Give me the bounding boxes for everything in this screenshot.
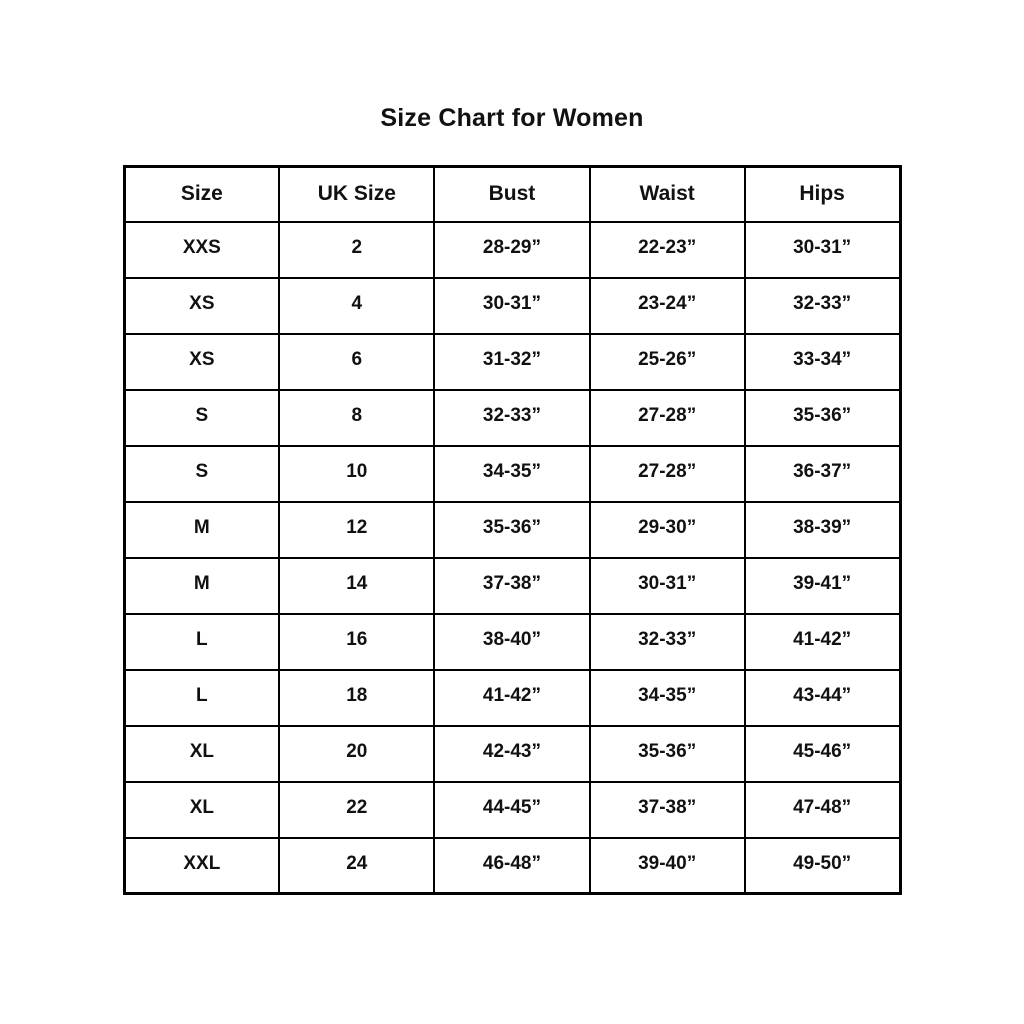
cell-hips: 43-44” — [745, 670, 900, 726]
cell-waist: 37-38” — [590, 782, 745, 838]
cell-size: M — [124, 502, 279, 558]
cell-uk: 10 — [279, 446, 434, 502]
cell-hips: 39-41” — [745, 558, 900, 614]
header-cell-uk-size: UK Size — [279, 167, 434, 222]
cell-uk: 14 — [279, 558, 434, 614]
cell-size: S — [124, 390, 279, 446]
cell-hips: 32-33” — [745, 278, 900, 334]
cell-uk: 4 — [279, 278, 434, 334]
table-body — [124, 222, 900, 894]
cell-waist: 34-35” — [590, 670, 745, 726]
cell-size: XXS — [124, 222, 279, 278]
table-row — [124, 670, 900, 726]
cell-hips: 36-37” — [745, 446, 900, 502]
cell-uk: 8 — [279, 390, 434, 446]
cell-bust: 42-43” — [434, 726, 589, 782]
cell-uk: 16 — [279, 614, 434, 670]
cell-bust: 46-48” — [434, 838, 589, 894]
cell-uk: 6 — [279, 334, 434, 390]
header-row — [124, 167, 900, 222]
cell-hips: 41-42” — [745, 614, 900, 670]
cell-bust: 37-38” — [434, 558, 589, 614]
table-row — [124, 614, 900, 670]
cell-hips: 45-46” — [745, 726, 900, 782]
cell-uk: 18 — [279, 670, 434, 726]
table-row — [124, 838, 900, 894]
table-head — [124, 167, 900, 222]
header-cell-waist: Waist — [590, 167, 745, 222]
cell-waist: 39-40” — [590, 838, 745, 894]
table-row — [124, 558, 900, 614]
cell-waist: 35-36” — [590, 726, 745, 782]
cell-hips: 33-34” — [745, 334, 900, 390]
size-chart-table — [123, 165, 902, 895]
table-row — [124, 222, 900, 278]
cell-size: XL — [124, 726, 279, 782]
cell-waist: 27-28” — [590, 446, 745, 502]
cell-size: L — [124, 670, 279, 726]
cell-bust: 32-33” — [434, 390, 589, 446]
table-row — [124, 334, 900, 390]
cell-waist: 23-24” — [590, 278, 745, 334]
page-title: Size Chart for Women — [380, 104, 644, 132]
cell-bust: 28-29” — [434, 222, 589, 278]
cell-bust: 31-32” — [434, 334, 589, 390]
cell-waist: 27-28” — [590, 390, 745, 446]
table-row — [124, 278, 900, 334]
table-row — [124, 390, 900, 446]
cell-waist: 32-33” — [590, 614, 745, 670]
cell-hips: 35-36” — [745, 390, 900, 446]
header-cell-bust: Bust — [434, 167, 589, 222]
cell-hips: 47-48” — [745, 782, 900, 838]
cell-uk: 20 — [279, 726, 434, 782]
cell-hips: 49-50” — [745, 838, 900, 894]
table-row — [124, 446, 900, 502]
cell-bust: 34-35” — [434, 446, 589, 502]
cell-bust: 44-45” — [434, 782, 589, 838]
cell-size: XL — [124, 782, 279, 838]
cell-size: XS — [124, 334, 279, 390]
cell-hips: 30-31” — [745, 222, 900, 278]
cell-size: S — [124, 446, 279, 502]
table-row — [124, 726, 900, 782]
cell-uk: 2 — [279, 222, 434, 278]
cell-size: XS — [124, 278, 279, 334]
cell-size: M — [124, 558, 279, 614]
cell-bust: 41-42” — [434, 670, 589, 726]
cell-waist: 29-30” — [590, 502, 745, 558]
cell-size: L — [124, 614, 279, 670]
cell-uk: 22 — [279, 782, 434, 838]
header-cell-hips: Hips — [745, 167, 900, 222]
cell-uk: 12 — [279, 502, 434, 558]
cell-waist: 30-31” — [590, 558, 745, 614]
table-row — [124, 782, 900, 838]
cell-bust: 38-40” — [434, 614, 589, 670]
cell-waist: 25-26” — [590, 334, 745, 390]
cell-bust: 35-36” — [434, 502, 589, 558]
cell-hips: 38-39” — [745, 502, 900, 558]
table-row — [124, 502, 900, 558]
cell-size: XXL — [124, 838, 279, 894]
cell-waist: 22-23” — [590, 222, 745, 278]
header-cell-size: Size — [124, 167, 279, 222]
cell-bust: 30-31” — [434, 278, 589, 334]
cell-uk: 24 — [279, 838, 434, 894]
